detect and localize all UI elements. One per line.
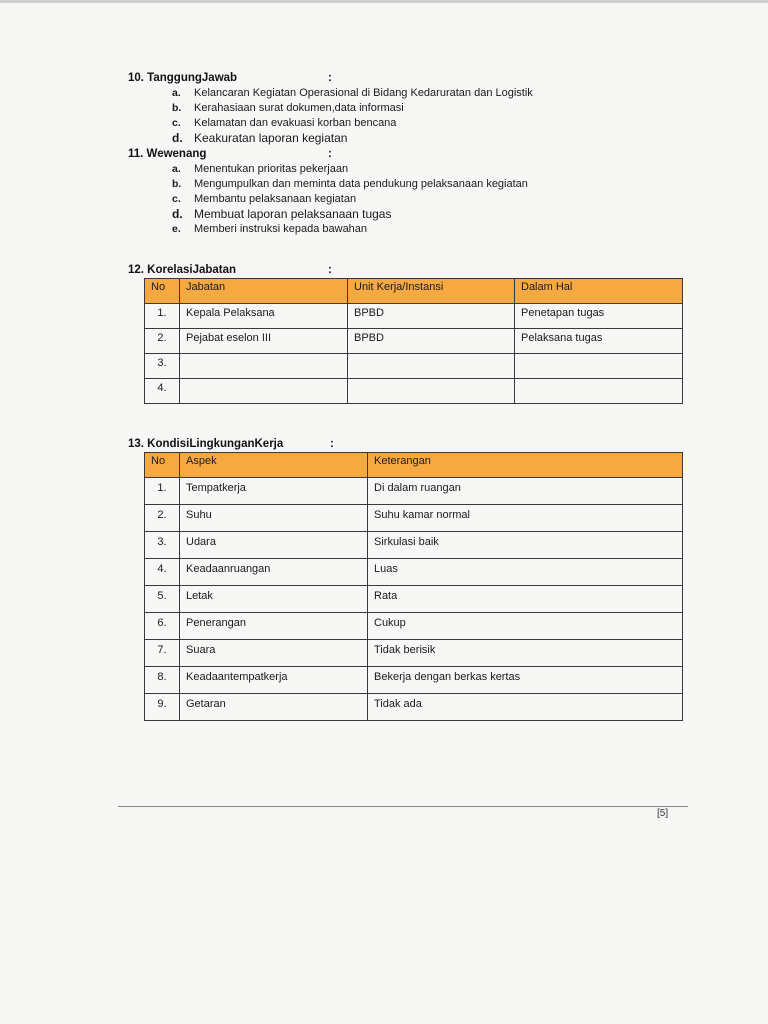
table-row	[145, 505, 683, 532]
tanggung-jawab-list	[172, 86, 533, 146]
footer-divider	[118, 806, 688, 807]
list-item	[172, 116, 533, 131]
list-item	[172, 192, 528, 207]
list-item-text: Kelamatan dan evakuasi korban bencana	[194, 117, 397, 129]
section-colon: :	[328, 148, 332, 160]
list-item-text: Keakuratan laporan kegiatan	[194, 131, 348, 145]
table-cell	[515, 354, 683, 379]
table-cell: 1.	[145, 478, 180, 505]
list-marker: b.	[172, 102, 182, 114]
column-header-aspek: Aspek	[180, 453, 368, 478]
page-number: [5]	[657, 808, 669, 819]
list-item	[172, 207, 528, 222]
table-row	[145, 559, 683, 586]
table-row	[145, 304, 683, 329]
table-row	[145, 478, 683, 505]
table-header-row	[145, 453, 683, 478]
list-item-text: Kelancaran Kegiatan Operasional di Bidang Kedaruratan dan Logistik	[194, 87, 533, 99]
table-cell: Tidak berisik	[368, 640, 683, 667]
table-cell: Keadaantempatkerja	[180, 667, 368, 694]
table-cell: 8.	[145, 667, 180, 694]
table-cell	[515, 379, 683, 404]
table-cell: 5.	[145, 586, 180, 613]
column-header-dalam-hal: Dalam Hal	[515, 279, 683, 304]
table-cell: Pelaksana tugas	[515, 329, 683, 354]
list-marker: b.	[172, 178, 182, 190]
table-cell: 6.	[145, 613, 180, 640]
section-colon: :	[330, 438, 334, 450]
column-header-unit-kerja: Unit Kerja/Instansi	[348, 279, 515, 304]
table-cell: Rata	[368, 586, 683, 613]
list-item	[172, 162, 528, 177]
list-item	[172, 101, 533, 116]
table-row	[145, 640, 683, 667]
table-cell: 4.	[145, 379, 180, 404]
table-cell: BPBD	[348, 329, 515, 354]
list-item-text: Membuat laporan pelaksanaan tugas	[194, 207, 392, 221]
wewenang-list	[172, 162, 528, 237]
table-cell: Bekerja dengan berkas kertas	[368, 667, 683, 694]
table-cell: Sirkulasi baik	[368, 532, 683, 559]
table-cell: Luas	[368, 559, 683, 586]
section-colon: :	[328, 72, 332, 84]
table-cell: BPBD	[348, 304, 515, 329]
section-heading-korelasi-jabatan: 12. KorelasiJabatan	[128, 264, 237, 276]
list-marker: e.	[172, 223, 181, 235]
korelasi-jabatan-table	[144, 278, 683, 404]
list-item-text: Kerahasiaan surat dokumen,data informasi	[194, 102, 404, 114]
table-cell	[348, 354, 515, 379]
table-cell: Di dalam ruangan	[368, 478, 683, 505]
list-item	[172, 177, 528, 192]
table-cell: 4.	[145, 559, 180, 586]
section-heading-tanggung-jawab: 10. TanggungJawab	[128, 72, 238, 84]
table-cell: Tempatkerja	[180, 478, 368, 505]
kondisi-lingkungan-kerja-table	[144, 452, 683, 721]
section-heading-wewenang: 11. Wewenang	[128, 148, 207, 160]
list-item	[172, 131, 533, 146]
table-cell: 2.	[145, 329, 180, 354]
table-cell: Suara	[180, 640, 368, 667]
list-marker: d.	[172, 131, 183, 145]
table-cell: Cukup	[368, 613, 683, 640]
table-cell: Suhu kamar normal	[368, 505, 683, 532]
list-marker: d.	[172, 207, 183, 221]
column-header-no: No	[145, 279, 180, 304]
list-item	[172, 222, 528, 237]
table-cell: 2.	[145, 505, 180, 532]
section-colon: :	[328, 264, 332, 276]
list-marker: a.	[172, 163, 181, 175]
table-row	[145, 586, 683, 613]
list-item-text: Menentukan prioritas pekerjaan	[194, 163, 349, 175]
table-cell: Suhu	[180, 505, 368, 532]
table-cell: 3.	[145, 354, 180, 379]
table-row	[145, 694, 683, 721]
list-marker: c.	[172, 117, 181, 129]
list-item-text: Membantu pelaksanaan kegiatan	[194, 193, 357, 205]
table-cell: Penerangan	[180, 613, 368, 640]
table-row	[145, 532, 683, 559]
table-row	[145, 329, 683, 354]
table-row	[145, 613, 683, 640]
table-header-row	[145, 279, 683, 304]
table-cell: Letak	[180, 586, 368, 613]
table-row	[145, 379, 683, 404]
page-top-edge	[0, 0, 768, 3]
table-cell: Udara	[180, 532, 368, 559]
table-cell: Keadaanruangan	[180, 559, 368, 586]
table-cell	[348, 379, 515, 404]
list-item	[172, 86, 533, 101]
section-heading-kondisi-lingkungan-kerja: 13. KondisiLingkunganKerja	[128, 438, 284, 450]
column-header-keterangan: Keterangan	[368, 453, 683, 478]
table-cell	[180, 354, 348, 379]
table-cell: Kepala Pelaksana	[180, 304, 348, 329]
table-cell: 1.	[145, 304, 180, 329]
list-item-text: Mengumpulkan dan meminta data pendukung pelaksanaan kegiatan	[194, 178, 528, 190]
column-header-no: No	[145, 453, 180, 478]
table-cell: Getaran	[180, 694, 368, 721]
table-row	[145, 667, 683, 694]
table-row	[145, 354, 683, 379]
table-cell: Penetapan tugas	[515, 304, 683, 329]
table-cell	[180, 379, 348, 404]
table-cell: 3.	[145, 532, 180, 559]
list-marker: a.	[172, 87, 181, 99]
list-marker: c.	[172, 193, 181, 205]
list-item-text: Memberi instruksi kepada bawahan	[194, 223, 368, 235]
table-cell: 7.	[145, 640, 180, 667]
table-cell: Pejabat eselon III	[180, 329, 348, 354]
column-header-jabatan: Jabatan	[180, 279, 348, 304]
table-cell: Tidak ada	[368, 694, 683, 721]
table-cell: 9.	[145, 694, 180, 721]
